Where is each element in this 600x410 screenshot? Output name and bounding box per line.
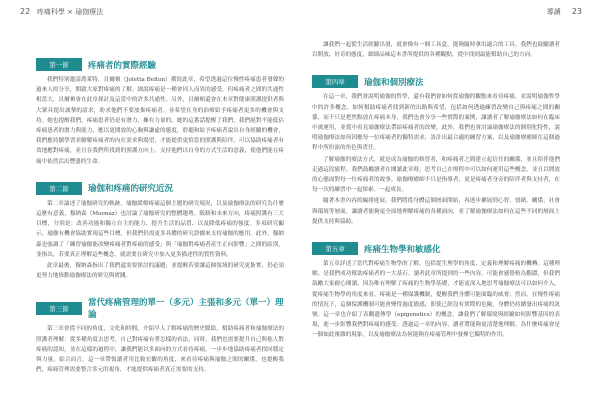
section-tag: 第一節 [36,58,82,71]
right-page-number: 23 [571,7,582,16]
left-column [36,52,284,376]
left-running-title: 疼痛科學 × 瑜伽療法 [36,8,104,16]
paragraph: 隨著本書內容的編排進展，我們將從身體這個層面開始，再逐步擴展到心智、情緒、關係、社會與環境等層面，讓讀者能夠更全面地理解疼痛的各種面向，並了解瑜伽療法如何在這些不同的層面上提供支持與協助。 [312,198,560,225]
right-page-header [547,7,582,17]
left-page-number: 22 [20,7,31,16]
paragraph: 此章最後，穆納森指出了我們還需要探討的議題，並提醒若要讓這個領域的研究更紮實，仍必須更努力地推動瑜伽療法的研究與實踐。 [36,263,284,280]
section-heading [312,242,560,255]
section-title: 瑜伽和個別療法 [364,77,424,88]
paragraph: 讓我們一起從生活經驗出發，就會像有一個工具盒，能夠隨時拿出適合的工具。我們也鼓勵讀者以開放、好奇的態度，細細品味這本書所提供的各種觀點，從中找到最能幫助自己的方向。 [312,42,560,59]
paragraph: 我們特別邀請喬萊特．貝爾頓（Joletta Belton）撰寫此章，希望透過這位慢性疼痛患者發聲的過來人的分享，開啟大家對疼痛的了解。細說疼痛是一種會因人而異的感受，但疼痛者之間的共通性相當大，貝爾頓會在此章探討及這當中的許多共通性。另外，貝爾頓還會在本章對健康照護提供者與大眾具提出誠摯的請求，盼求他們不要放棄疼痛者，並希望在身的治療給予疼痛者更多的機會與支持。她也提醒我們，疼痛患者仍是有潛力、擁有力量的。她的這番話提醒了我們，我們絕對不能低估疼痛患者的潛力與能力，應以更開放的心胸與謙虛的態度，聆聽和給予疼痛者說出自身經驗的機會，我們應持續學習並瞭解疼痛者的內在需求與渴望，才能提供更恰當的照護與陪伴。可以協助疼痛者有效地應對疼痛，並且在我們所找到的照護方向上，支持他們以自身的方式生活的意義，使他們能在疼痛中依然活出豐盛的生命。 [36,77,284,165]
paragraph: 了解瑜伽的療法方式，就是成為瑜伽的修習者，和疼痛者之間建立起信任的關係，並且陪伴他們走過這段旅程。我們鼓勵讀者在閱讀此章時，思考自己在療程中可以如何運用這些概念，並且以開放的心態面對每一位疼痛者的故事。瑜伽療癒師不只是指導者，更是疼痛者身旁的陪伴者與支持者，在每一次的練習中一起探索、一起成長。 [312,156,560,194]
section-heading [36,182,284,195]
paragraph: 在這一章，我們會說明瑜伽的哲學，還有我們會如何從瑜伽的觀點來看待疼痛，並說明瑜伽哲學中的許多概念，如何幫助疼痛者找到新的出路與希望，包括如何透過練習改變自己與疼痛之間的關係，而不只是把焦點放在疼痛本身。我們也會分享一些實際的案例，讓讀者了解瑜伽療法如何在臨床中被運用，並從中看見瑜伽療法帶給疼痛者的改變。此外，我們也會討論瑜伽療法的個別化特性，說明瑜伽療法如何因應每一位疼痛者的獨特需求，設計出最合適的練習方案，以及瑜伽療癒師在這個過程中所扮演的角色與責任。 [312,94,560,152]
paragraph: 第三章會從不同的角度，文化和時間，介紹早人了解疼痛的歷史脈絡，幫助疼痛者和瑜伽療法的照護者理解：從多種角度去思考，自己對疼痛有著怎樣的看法，同時，我們也需要提升自己與他人對疼痛的認知，並在這樣的過程中，讓我們能以多面向的方式看待疼痛，一步步地協助疼痛者找回穩定與力量。綜合而言，這一章帶領讀者用比較宏觀的角度，來看待疼痛與瑜伽之間的關係，也提醒我們，疼痛管理需要整合多元的視角，才能提供疼痛者真正需要的支持。 [36,326,284,374]
paragraph: 第二章論述了瑜伽研究的軌跡，瑜伽緩解疼痛這個主題的研究現況，以及瑜伽療法的研究為什麼這麼有意義，穆納森（Moonaz）也討論了瑜伽研究的整體趨勢、限制和未來方向，疼痛照護有三大目標，分別是：改善功能和獨立自主的能力、提升生活的品質、以及降低疼痛的強度。多項研究顯示，瑜伽有機會協助實現這些目標，但我們仍需更多具體的研究證據來支持瑜伽的應用。此外，穆納森也強調了「練習瑜伽能改變疼痛者對疼痛的感受」與「瑜伽對疼痛者產生正向影響」之間的區別，並指出，若要真正理解這些概念，就需要在研究中加入更多描述性的質性資料。 [36,200,284,258]
right-column [312,40,560,342]
section-heading [36,58,284,71]
section-title: 疼痛者的實際經驗 [88,60,157,71]
section-heading [312,75,560,88]
left-page-header [20,7,103,17]
right-running-title: 導讀 [546,8,561,16]
section-tag: 第五章 [312,242,358,255]
section-tag: 第三節 [36,302,82,315]
paragraph: 第五章詳述了當代對疼痛生物學的了解，包括從生理學的角度、定義和理解疼痛的機轉。這種理解，是我們成功幫助疼痛者的一大基石。讀者此章所提到的一些內容，可能會感覺較為艱澀，但我們鼓勵大家耐心閱讀，因為唯有理解了疼痛的生物學基礎，才能更深入地思考瑜伽療法可以如何介入。從疼痛生物學的角度來看，疼痛是一種保護機制，提醒我們身體可能面臨的威脅；然而，在慢性疼痛的情況下，這個保護機制可能會變得過度敏感，即使已經沒有實際的危險，身體仍持續發出疼痛的訊號。這一章也介紹了表觀遺傳學（epigenetics）的概念，讓我們了解環境與經驗如何影響基因的表現，進一步影響我們對疼痛的感受。透過這一章的內容，讀者將能夠更清楚地理解，為什麼疼痛會是一個如此複雜的現象，以及瑜伽療法為何能夠在疼痛管理中發揮它獨特的作用。 [312,261,560,339]
section-title: 瑜伽和疼痛的研究近況 [88,184,174,195]
section-title: 疼痛生物學和敏感化 [364,244,441,255]
section-title: 當代疼痛管理的單一（多元）主張和多元（單一）理論 [88,298,284,321]
section-tag: 第二節 [36,182,82,195]
section-heading [36,296,284,320]
section-tag: 第四章 [312,75,358,88]
